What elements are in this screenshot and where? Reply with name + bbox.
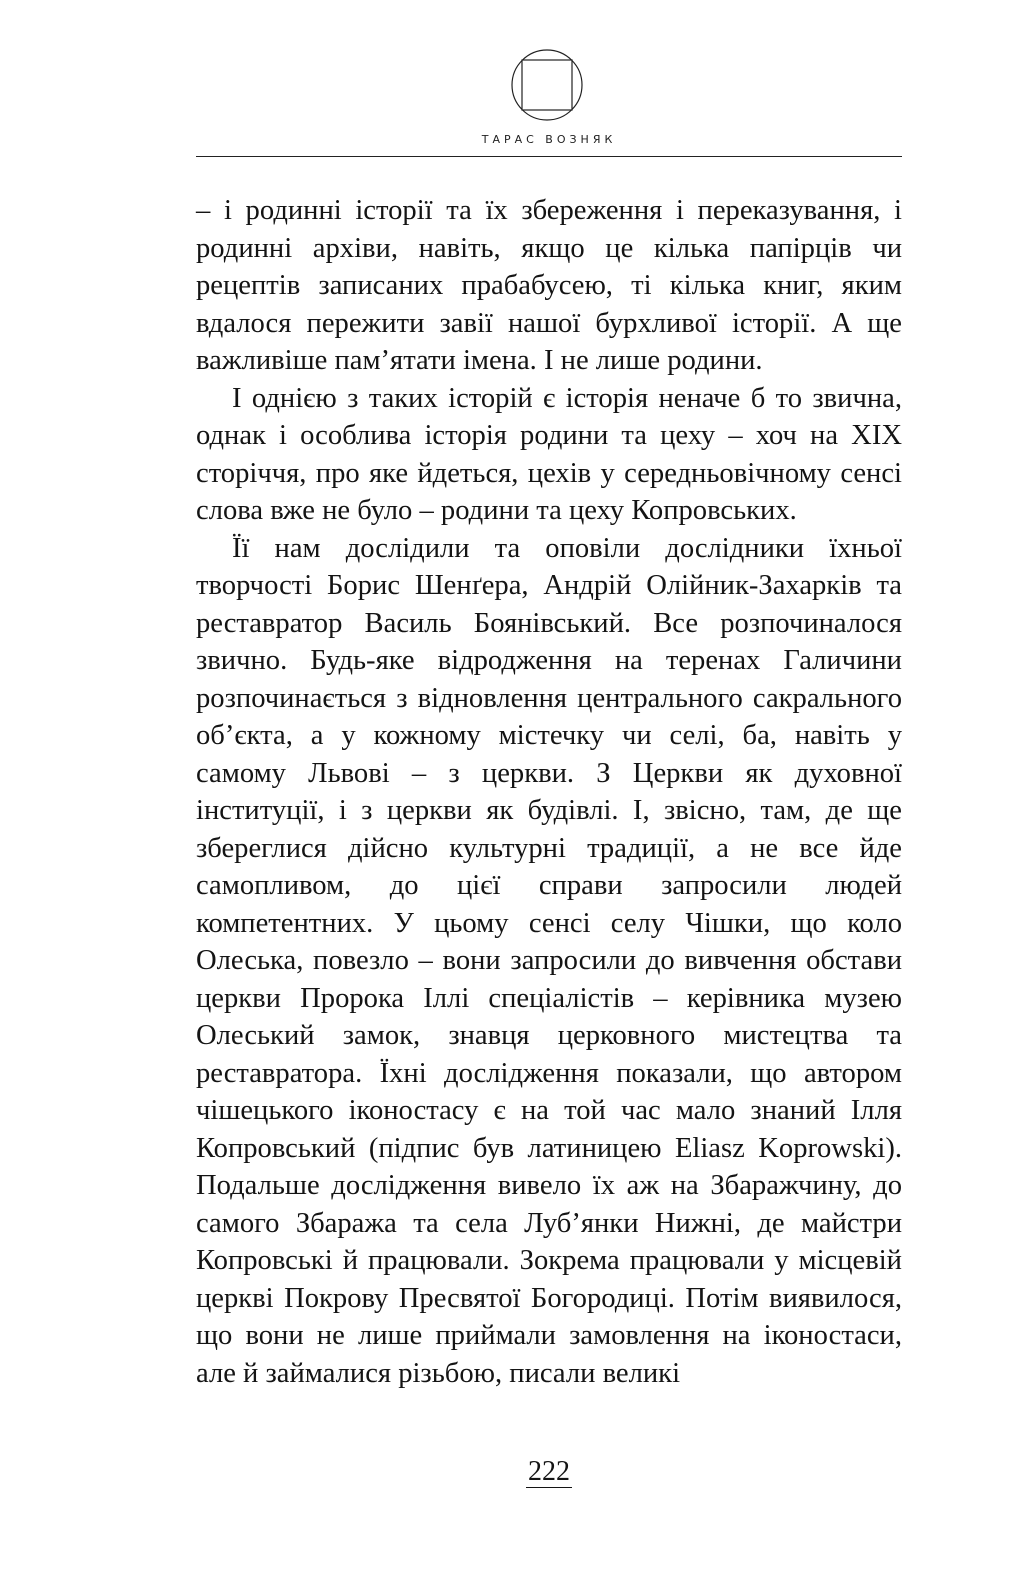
paragraph-3: Її нам дослідили та оповіли дослідники їхньої творчості Борис Шенґера, Андрій Олійник-Захарків та реставратор Василь Боянівський. Все розпочиналося звично. Будь-яке відродження на теренах Галичини розпочинається з відновлення центрального сакрального об’єкта, а у кожному містечку чи селі, ба, навіть у самому Львові – з церкви. З Церкви як духовної інституції, і з церкви як будівлі. І, звісно, там, де ще збереглися дійсно культурні традиції, а не все йде самопливом, до цієї справи запросили людей компетентних. У цьому сенсі селу Чішки, що коло Олеська, повезло – вони запросили до вивчення обстави церкви Пророка Іллі спеціалістів – керівника музею Олеський замок, знавця церковного мистецтва та реставратора. Їхні дослідження показали, що автором чішецького іконостасу є на той час мало знаний Ілля Копровський (підпис був латиницею Eliasz Koprowski). Подальше дослідження вивело їх аж на Збаражчину, до самого Збаража та села Луб’янки Нижні, де майстри Копровські й працювали. Зокрема працювали у місцевій церкві Покрову Пресвятої Богородиці. Потім виявилося, що вони не лише приймали замовлення на іконостаси, але й займалися різьбою, писали великі xyxy=(196,532,902,1389)
header-rule xyxy=(196,156,902,157)
page-number xyxy=(196,1456,902,1488)
page-number-text: 222 xyxy=(528,1456,570,1487)
paragraph-2: І однією з таких історій є історія неначе б то звична, однак і особлива історія родини та цеху – хоч на ХІХ сторіччя, про яке йдеться, цехів у середньовічному сенсі слова вже не було – родини та цеху Копровських. xyxy=(196,382,902,526)
circle-square-emblem-icon xyxy=(510,48,584,122)
running-head: ТАРАС ВОЗНЯК xyxy=(481,133,617,146)
body-text xyxy=(196,192,902,1392)
paragraph-1: – і родинні історії та їх збереження і переказування, і родинні архіви, навіть, якщо це кілька папірців чи рецептів записаних прабабусею, ті кілька книг, яким вдалося пережити завії нашої бурхливої історії. А ще важливіше пам’ятати імена. І не лише родини. xyxy=(196,195,902,376)
